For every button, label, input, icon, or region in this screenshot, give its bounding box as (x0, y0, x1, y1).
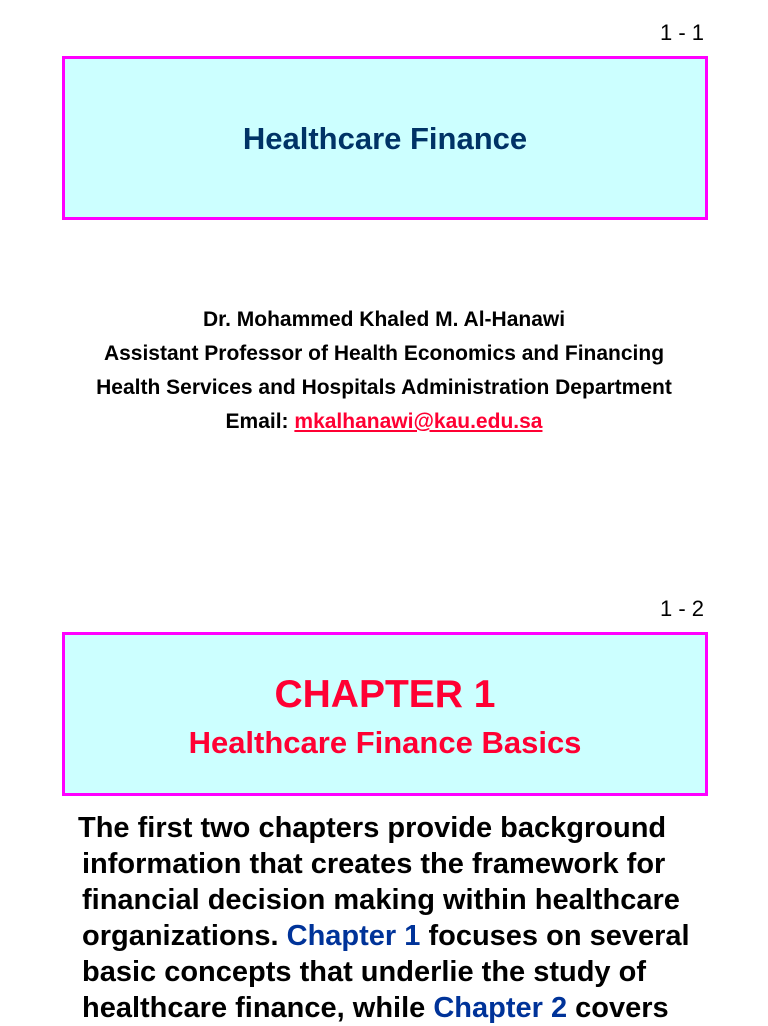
author-department: Health Services and Hospitals Administration Department (96, 376, 672, 399)
email-link[interactable]: mkalhanawi@kau.edu.sa (294, 410, 543, 433)
chapter-2-reference: Chapter 2 (433, 992, 568, 1024)
text-line: financial decision making within healthcare (82, 884, 680, 916)
text-line: basic concepts that underlie the study of (82, 956, 646, 988)
chapter-box (62, 632, 708, 796)
text-segment: organizations. (82, 920, 287, 952)
text-line (82, 990, 742, 1026)
chapter-subtitle: Healthcare Finance Basics (188, 725, 582, 760)
slide-title: Healthcare Finance (242, 121, 528, 156)
text-line (82, 918, 742, 954)
author-email-line (0, 405, 768, 439)
text-segment: focuses on several (420, 920, 690, 952)
email-label: Email: (225, 410, 295, 433)
author-position: Assistant Professor of Health Economics and Financing (103, 342, 665, 365)
slide-number: 1 - 1 (659, 20, 704, 45)
text-line: information that creates the framework for (82, 848, 666, 880)
text-segment: healthcare finance, while (82, 992, 434, 1024)
author-block (0, 303, 768, 439)
text-line: The first two chapters provide background (78, 812, 667, 844)
author-name: Dr. Mohammed Khaled M. Al-Hanawi (202, 308, 566, 331)
slide-number: 1 - 2 (659, 596, 704, 621)
chapter-intro-text (78, 810, 742, 1026)
title-box (62, 56, 708, 220)
chapter-1-reference: Chapter 1 (286, 920, 421, 952)
text-segment: covers (567, 992, 669, 1024)
chapter-heading: CHAPTER 1 (274, 673, 496, 716)
